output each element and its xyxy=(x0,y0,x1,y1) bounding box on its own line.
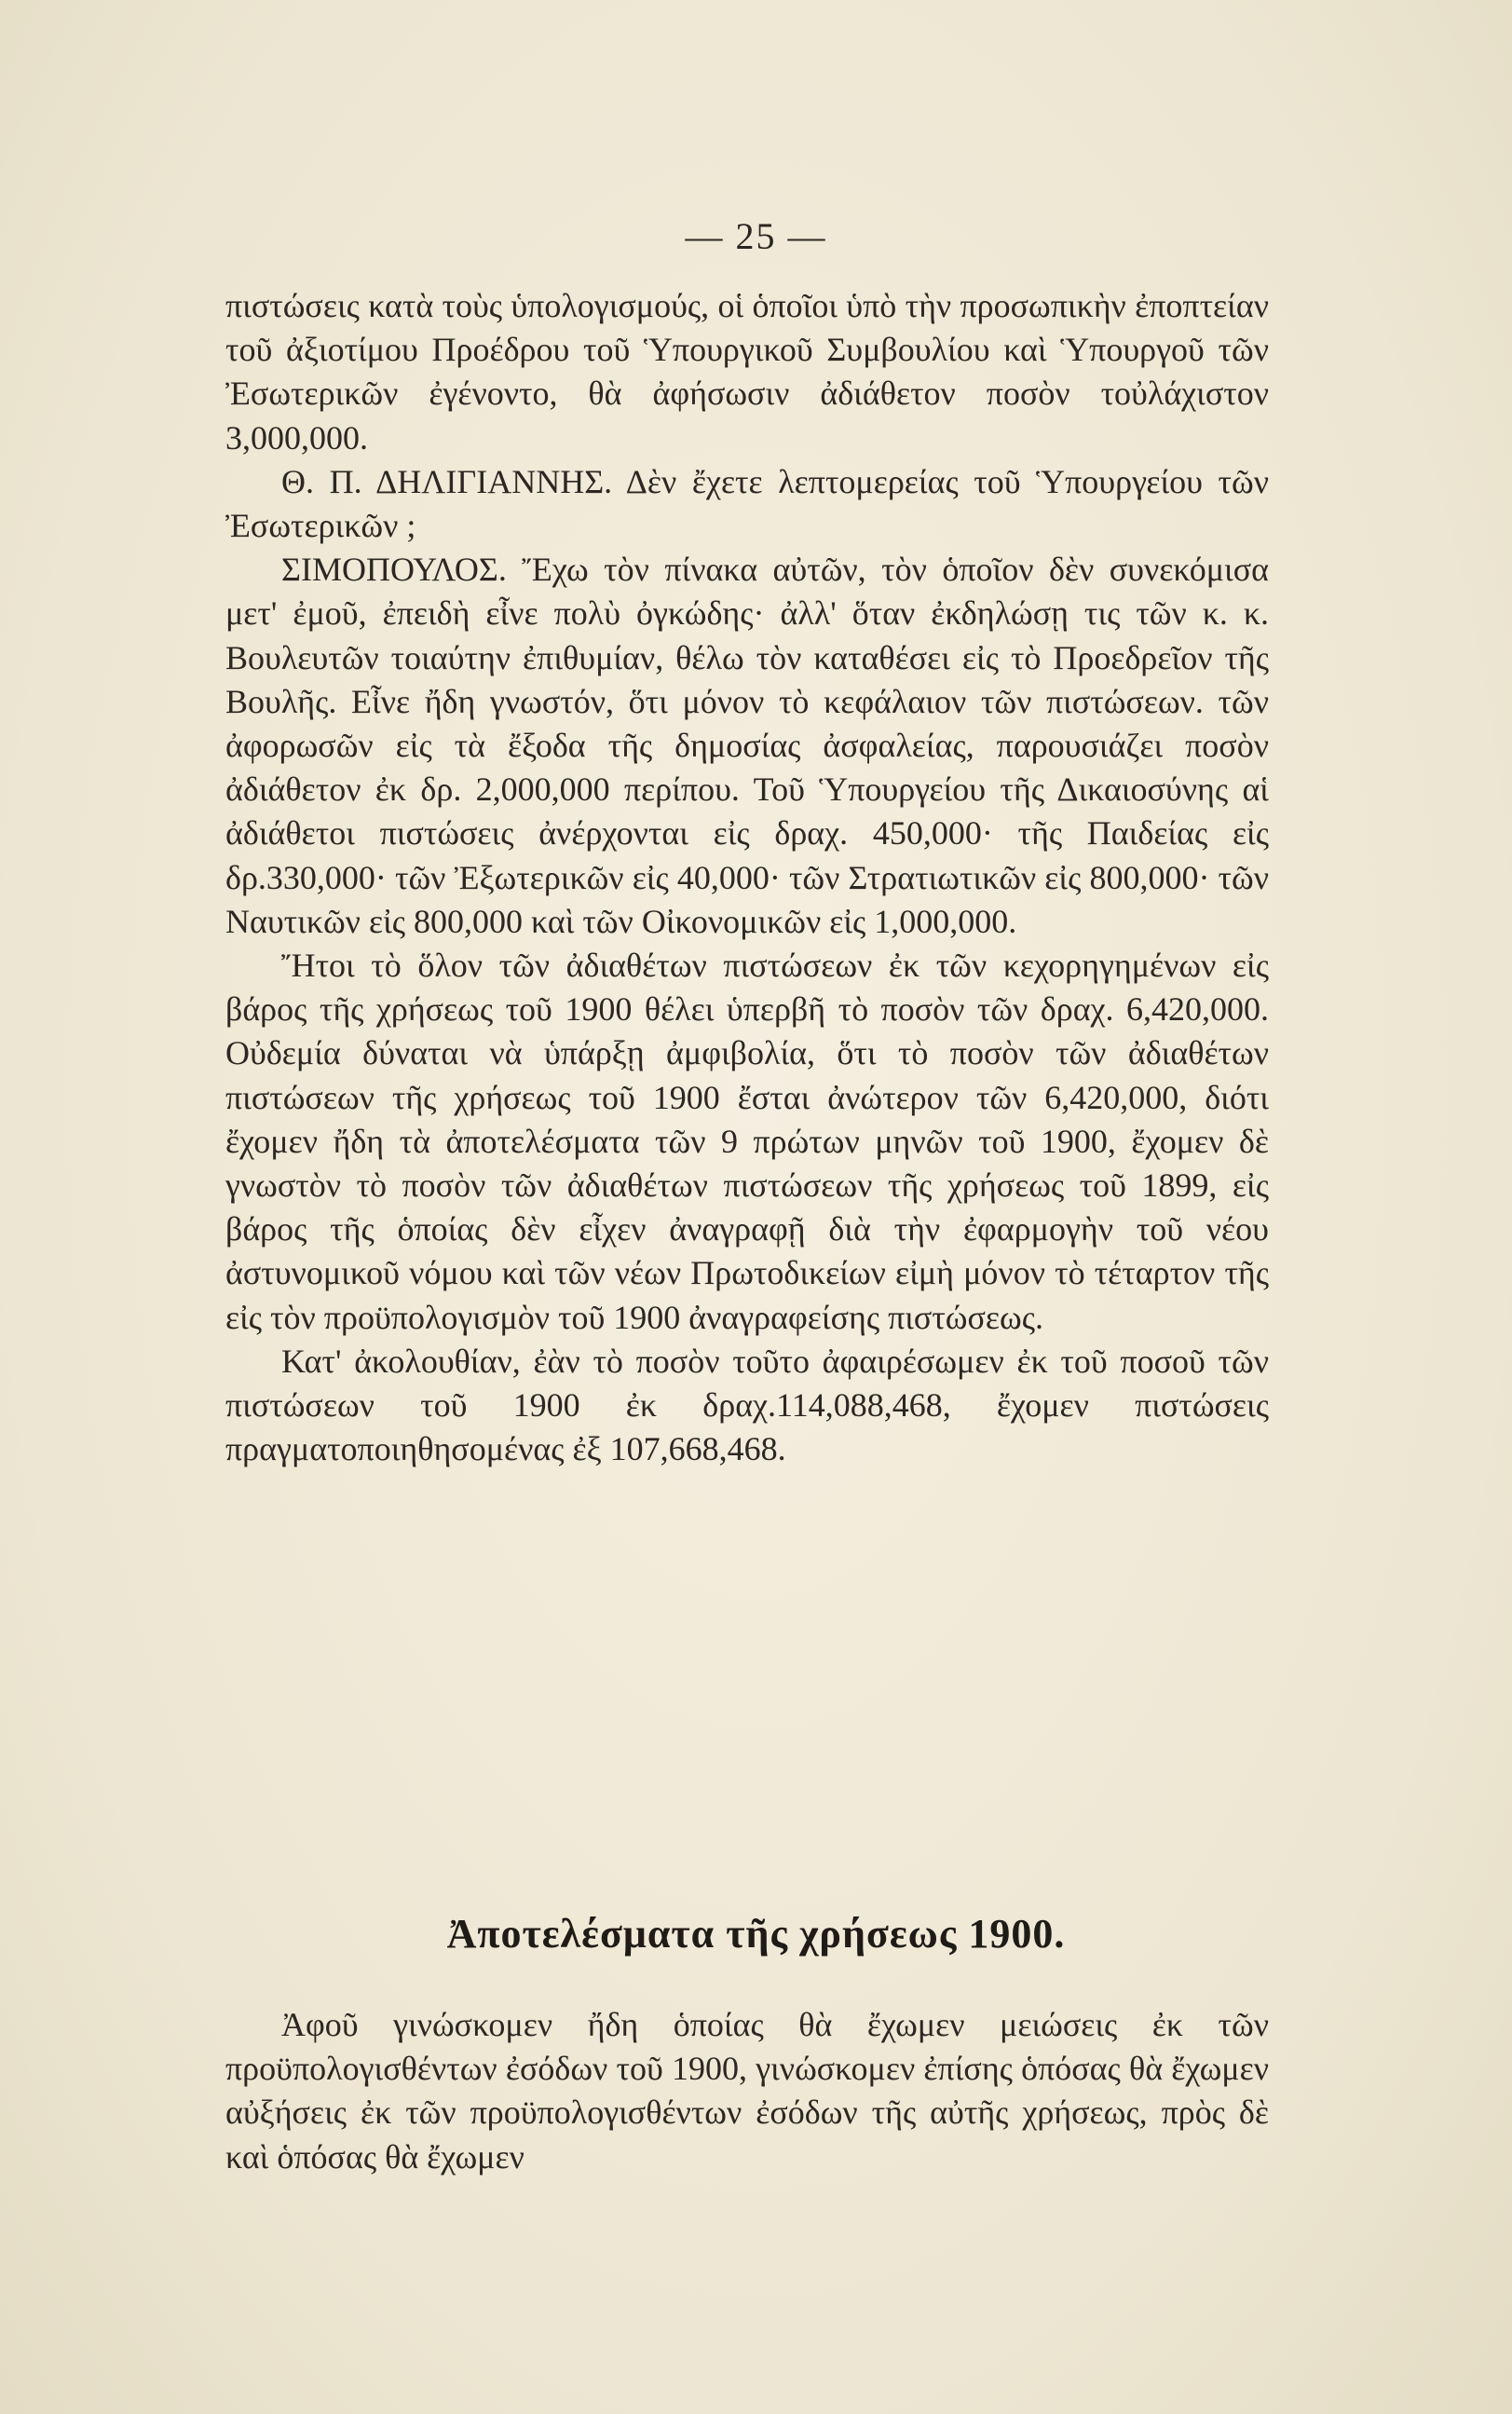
section-heading: Ἀποτελέσματα τῆς χρήσεως 1900. xyxy=(446,1911,1066,1957)
paragraph-total: Ἤτοι τὸ ὅλον τῶν ἀδιαθέτων πιστώσεων ἐκ τῶν κεχορηγημένων εἰς βάρος τῆς χρήσεως τοῦ 1900 θέλει ὑπερβῆ τὸ ποσὸν τῶν δραχ. 6,420,000. Οὐδεμία δύναται νὰ ὑπάρξῃ ἀμφιβολία, ὅτι τὸ ποσὸν τῶν ἀδιαθέτων πιστώσεων τῆς χρήσεως τοῦ 1900 ἔσται ἀνώτερον τῶν 6,420,000, διότι ἔχομεν ἤδη τὰ ἀποτελέσματα τῶν 9 πρώτων μηνῶν τοῦ 1900, ἔχομεν δὲ γνωστὸν τὸ ποσὸν τῶν ἀδιαθέτων πιστώσεων τῆς χρήσεως τοῦ 1899, εἰς βάρος τῆς ὁποίας δὲν εἶχεν ἀναγραφῇ διὰ τὴν ἐφαρμογὴν τοῦ νέου ἀστυνομικοῦ νόμου καὶ τῶν νέων Πρωτοδικείων εἰμὴ μόνον τὸ τέταρτον τῆς εἰς τὸν προϋπολογισμὸν τοῦ 1900 ἀναγραφείσης πιστώσεως. xyxy=(225,947,1269,1336)
body-text xyxy=(225,284,1269,1471)
section-body-text xyxy=(225,2003,1269,2179)
paragraph-dhligiannis: Θ. Π. ΔΗΛΙΓΙΑΝΝΗΣ. Δὲν ἔχετε λεπτομερείας τοῦ Ὑπουργείου τῶν Ἐσωτερικῶν ; xyxy=(225,462,1269,545)
paragraph-consequence: Κατ' ἀκολουθίαν, ἐὰν τὸ ποσὸν τοῦτο ἀφαιρέσωμεν ἐκ τοῦ ποσοῦ τῶν πιστώσεων τοῦ 1900 ἐκ δραχ.114,088,468, ἔχομεν πιστώσεις πραγματοποιηθησομένας ἐξ 107,668,468. xyxy=(225,1342,1269,1468)
paragraph-continuation: πιστώσεις κατὰ τοὺς ὑπολογισμούς, οἱ ὁποῖοι ὑπὸ τὴν προσωπικὴν ἐποπτείαν τοῦ ἀξιοτίμου Προέδρου τοῦ Ὑπουργικοῦ Συμβουλίου καὶ Ὑπουργοῦ τῶν Ἐσωτερικῶν ἐγένοντο, θὰ ἀφήσωσιν ἀδιάθετον ποσὸν τοὐλάχιστον 3,000,000. xyxy=(225,287,1269,457)
paragraph-simopoulos: ΣΙΜΟΠΟΥΛΟΣ. Ἔχω τὸν πίνακα αὐτῶν, τὸν ὁποῖον δὲν συνεκόμισα μετ' ἐμοῦ, ἐπειδὴ εἶνε πολὺ ὀγκώδης· ἀλλ' ὅταν ἐκδηλώσῃ τις τῶν κ. κ. Βουλευτῶν τοιαύτην ἐπιθυμίαν, θέλω τὸν καταθέσει εἰς τὸ Προεδρεῖον τῆς Βουλῆς. Εἶνε ἤδη γνωστόν, ὅτι μόνον τὸ κεφάλαιον τῶν πιστώσεων. τῶν ἀφορωσῶν εἰς τὰ ἔξοδα τῆς δημοσίας ἀσφαλείας, παρουσιάζει ποσὸν ἀδιάθετον ἐκ δρ. 2,000,000 περίπου. Τοῦ Ὑπουργείου τῆς Δικαιοσύνης αἱ ἀδιάθετοι πιστώσεις ἀνέρχονται εἰς δραχ. 450,000· τῆς Παιδείας εἰς δρ.330,000· τῶν Ἐξωτερικῶν εἰς 40,000· τῶν Στρατιωτικῶν εἰς 800,000· τῶν Ναυτικῶν εἰς 800,000 καὶ τῶν Οἰκονομικῶν εἰς 1,000,000. xyxy=(225,551,1269,940)
paragraph-results: Ἀφοῦ γινώσκομεν ἤδη ὁποίας θὰ ἔχωμεν μειώσεις ἐκ τῶν προϋπολογισθέντων ἐσόδων τοῦ 1900, γινώσκομεν ἐπίσης ὁπόσας θὰ ἔχωμεν αὐξήσεις ἐκ τῶν προϋπολογισθέντων ἐσόδων τῆς αὐτῆς χρήσεως, πρὸς δὲ καὶ ὁπόσας θὰ ἔχωμεν xyxy=(225,2006,1269,2175)
page-number: — 25 — xyxy=(685,215,827,257)
